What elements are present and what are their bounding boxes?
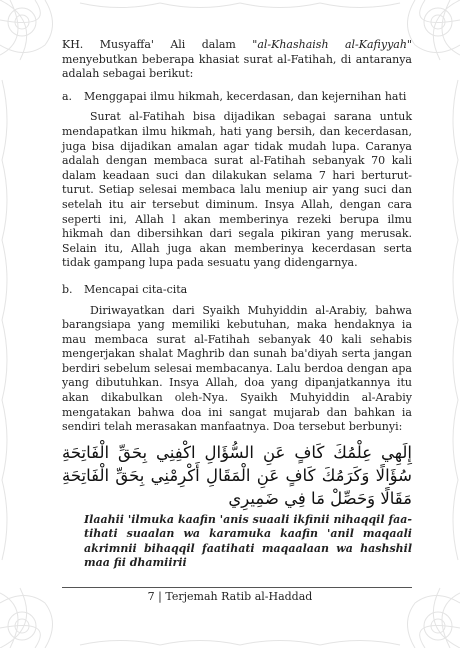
section-a-paragraph: Surat al-Fatihah bisa dijadikan sebagai sarana untuk mendapatkan ilmu hikmah, hati yang bersih, dan kecerdasan, juga bisa dijadikan amalan agar tidak mudah lupa. Caranya adalah dengan membaca surat al-Fatihah sebanyak 70 kali dalam keadaan suci dan dilakukan selama 7 hari berturut-turut. Setiap selesai membaca lalu meniup air yang suci dan setelah itu air tersebut diminum. Insya Allah, dengan cara seperti ini, Allah l akan memberinya rezeki berupa ilmu hikmah dan dibersihkan dari segala pikiran yang merusak. Selain itu, Allah juga akan memberinya kecerdasan serta tidak gampang lupa pada sesuatu yang didengarnya. — [62, 110, 412, 270]
intro-text-before: KH. Musyaffa' Ali dalam — [62, 38, 253, 51]
section-b-heading — [62, 283, 412, 298]
document-body — [62, 38, 412, 570]
footer-separator: | — [158, 590, 162, 603]
intro-text-after: menyebutkan beberapa khasiat surat al-Fatihah, di antaranya adalah sebagai berikut: — [62, 52, 412, 81]
book-name: Terjemah Ratib al-Haddad — [165, 590, 313, 603]
arabic-prayer: إِلَهِي عِلْمُكَ كَافٍ عَنِ السُّؤَالِ اكْفِنِي بِحَقِّ الْفَاتِحَةِ سُؤَالًا وَكَرَمُكَ كَافٍ عَنِ الْمَقَالِ أَكْرِمْنِي بِحَقِّ الْفَاتِحَةِ مَقَالًا وَحَصِّلْ مَا فِي ضَمِيرِي — [62, 442, 412, 508]
section-a-heading — [62, 90, 412, 105]
section-b-paragraph: Diriwayatkan dari Syaikh Muhyiddin al-Arabiy, bahwa barangsiapa yang memiliki kebutuhan, maka hendaknya ia mau membaca surat al-Fatihah sebanyak 40 kali sehabis mengerjakan shalat Maghrib dan sunah ba'diyah serta jangan berdiri sebelum selesai membacanya. Lalu berdoa dengan apa yang dibutuhkan. Insya Allah, doa yang dipanjatkannya itu akan dikabulkan oleh-Nya. Syaikh Muhyiddin al-Arabiy mengatakan bahwa doa ini sangat mujarab dan bahkan ia sendiri telah merasakan manfaatnya. Doa tersebut berbunyi: — [62, 303, 412, 434]
page-number: 7 — [147, 590, 155, 603]
page-footer — [0, 590, 460, 603]
book-title: "al-Khashaish al-Kafiyyah" — [252, 38, 412, 51]
prayer-transliteration: Ilaahii 'ilmuka kaafin 'anis suaali ikfinii nihaqqil faa-tihati suaalan wa karamuka kaafin 'anil maqaali akrimnii bihaqqil faatihati maqaalaan wa hashshil maa fii dhamiirii — [84, 512, 412, 570]
section-b-title: Mencapai cita-cita — [84, 282, 188, 296]
footer-divider — [62, 587, 412, 588]
intro-paragraph — [62, 38, 412, 82]
section-b-letter: b. — [62, 282, 73, 296]
section-a-letter: a. — [62, 89, 73, 103]
section-a-title: Menggapai ilmu hikmah, kecerdasan, dan kejernihan hati — [84, 89, 407, 103]
